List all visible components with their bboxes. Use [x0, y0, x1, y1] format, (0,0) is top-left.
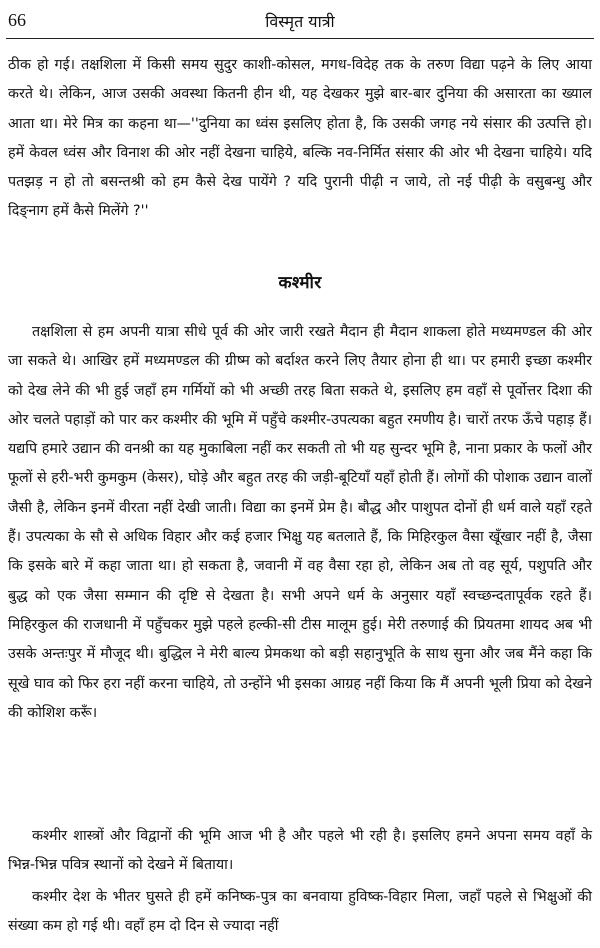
section-heading: कश्मीर [278, 273, 322, 293]
page-number: 66 [8, 10, 26, 30]
section-text-block [8, 318, 592, 728]
paragraph: ठीक हो गई। तक्षशिला में किसी समय सुदुर काशी-कोसल, मगध-विदेह तक के तरुण विद्या पढ़ने के लिए आया करते थे। लेकिन, आज उसकी अवस्था कितनी हीन थी, यह देखकर मुझे बार-बार दुनिया की असारता का ख्याल आता था। मेरे मित्र का कहना था—''दुनिया का ध्वंस इसलिए होता है, कि उसकी जगह नये संसार की उत्पत्ति हो। हमें केवल ध्वंस और विनाश की ओर नहीं देखना चाहिये, बल्कि नव-निर्मित संसार की ओर भी देखना चाहिये। यदि पतझड़ न हो तो बसन्तश्री को हम कैसे देख पायेंगे ? यदि पुरानी पीढ़ी न जाये, तो नई पीढ़ी के वसुबन्धु और दिङ्नाग हमें कैसे मिलेंगे ?'' [8, 57, 592, 220]
continued-text-block [8, 51, 592, 227]
page-header [0, 6, 600, 36]
section-text-block [8, 883, 592, 942]
paragraph: तक्षशिला से हम अपनी यात्रा सीधे पूर्व की ओर जारी रखते मैदान ही मैदान शाकला होते मध्यमण्डल की ओर जा सकते थे। आखिर हमें मध्यमण्डल की ग्रीष्म को बर्दाश्त करने लिए तैयार होना ही था। पर हमारी इच्छा कश्मीर को देख लेने की भी हुई जहाँ हम गर्मियों को भी अच्छी तरह बिता सकते थे, इसलिए हम वहाँ से पूर्वोत्तर दिशा की ओर चलते पहाड़ों को पार कर कश्मीर की भूमि में पहुँचे कश्मीर-उपत्यका बहुत रमणीय है। चारों तरफ ऊँचे पहाड़ हैं। यद्यपि हमारे उद्यान की वनश्री का यह मुकाबिला नहीं कर सकती तो भी यह सुन्दर भूमि है, नाना प्रकार के फलों और फूलों से हरी-भरी कुमकुम (केसर), घोड़े और बहुत तरह की जड़ी-बूटियाँ यहाँ होती हैं। लोगों की पोशाक उद्यान वालों जैसी है, लेकिन इनमें वीरता नहीं देखी जाती। विद्या का इनमें प्रेम है। बौद्ध और पाशुपत दोनों ही धर्म वाले यहाँ रहते हैं। उपत्यका के सौ से अधिक विहार और कई हजार भिक्षु यह बतलाते हैं, कि मिहिरकुल वैसा खूँखार नहीं है, जैसा कि इसके बारे में कहा जाता था। हो सकता है, जवानी में वह वैसा रहा हो, लेकिन अब तो वह सूर्य, पशुपति और बुद्ध को एक जैसा सम्मान की दृष्टि से देखता है। सभी अपने धर्म के अनुसार यहाँ स्वच्छन्दतापूर्वक रहते हैं। मिहिरकुल की राजधानी में पहुँचकर मुझे पहले हल्की-सी टीस मालूम हुई। मेरी तरुणाई की प्रियतमा शायद अब भी उसके अन्तःपुर में मौजूद थी। बुद्धिल ने मेरी बाल्य प्रेमकथा को बड़ी सहानुभूति के साथ सुना और जब मैंने कहा कि सूखे घाव को फिर हरा नहीं करना चाहिये, तो उन्होंने भी इसका आग्रह नहीं किया कि मैं अपनी भूली प्रिया को देखने की कोशिश करूँ। [8, 324, 592, 721]
paragraph: कश्मीर देश के भीतर घुसते ही हमें कनिष्क-पुत्र का बनवाया हुविष्क-विहार मिला, जहाँ पहले से भिक्षुओं की संख्या कम हो गई थी। वहाँ हम दो दिन से ज्यादा नहीं [8, 889, 592, 935]
section-text-block [8, 822, 592, 881]
paragraph: कश्मीर शास्त्रों और विद्वानों की भूमि आज भी है और पहले भी रही है। इसलिए हमने अपना समय वहाँ के भिन्न-भिन्न पवित्र स्थानों को देखने में बिताया। [8, 828, 592, 874]
header-divider [6, 38, 594, 39]
running-title: विस्मृत यात्री [265, 12, 335, 31]
